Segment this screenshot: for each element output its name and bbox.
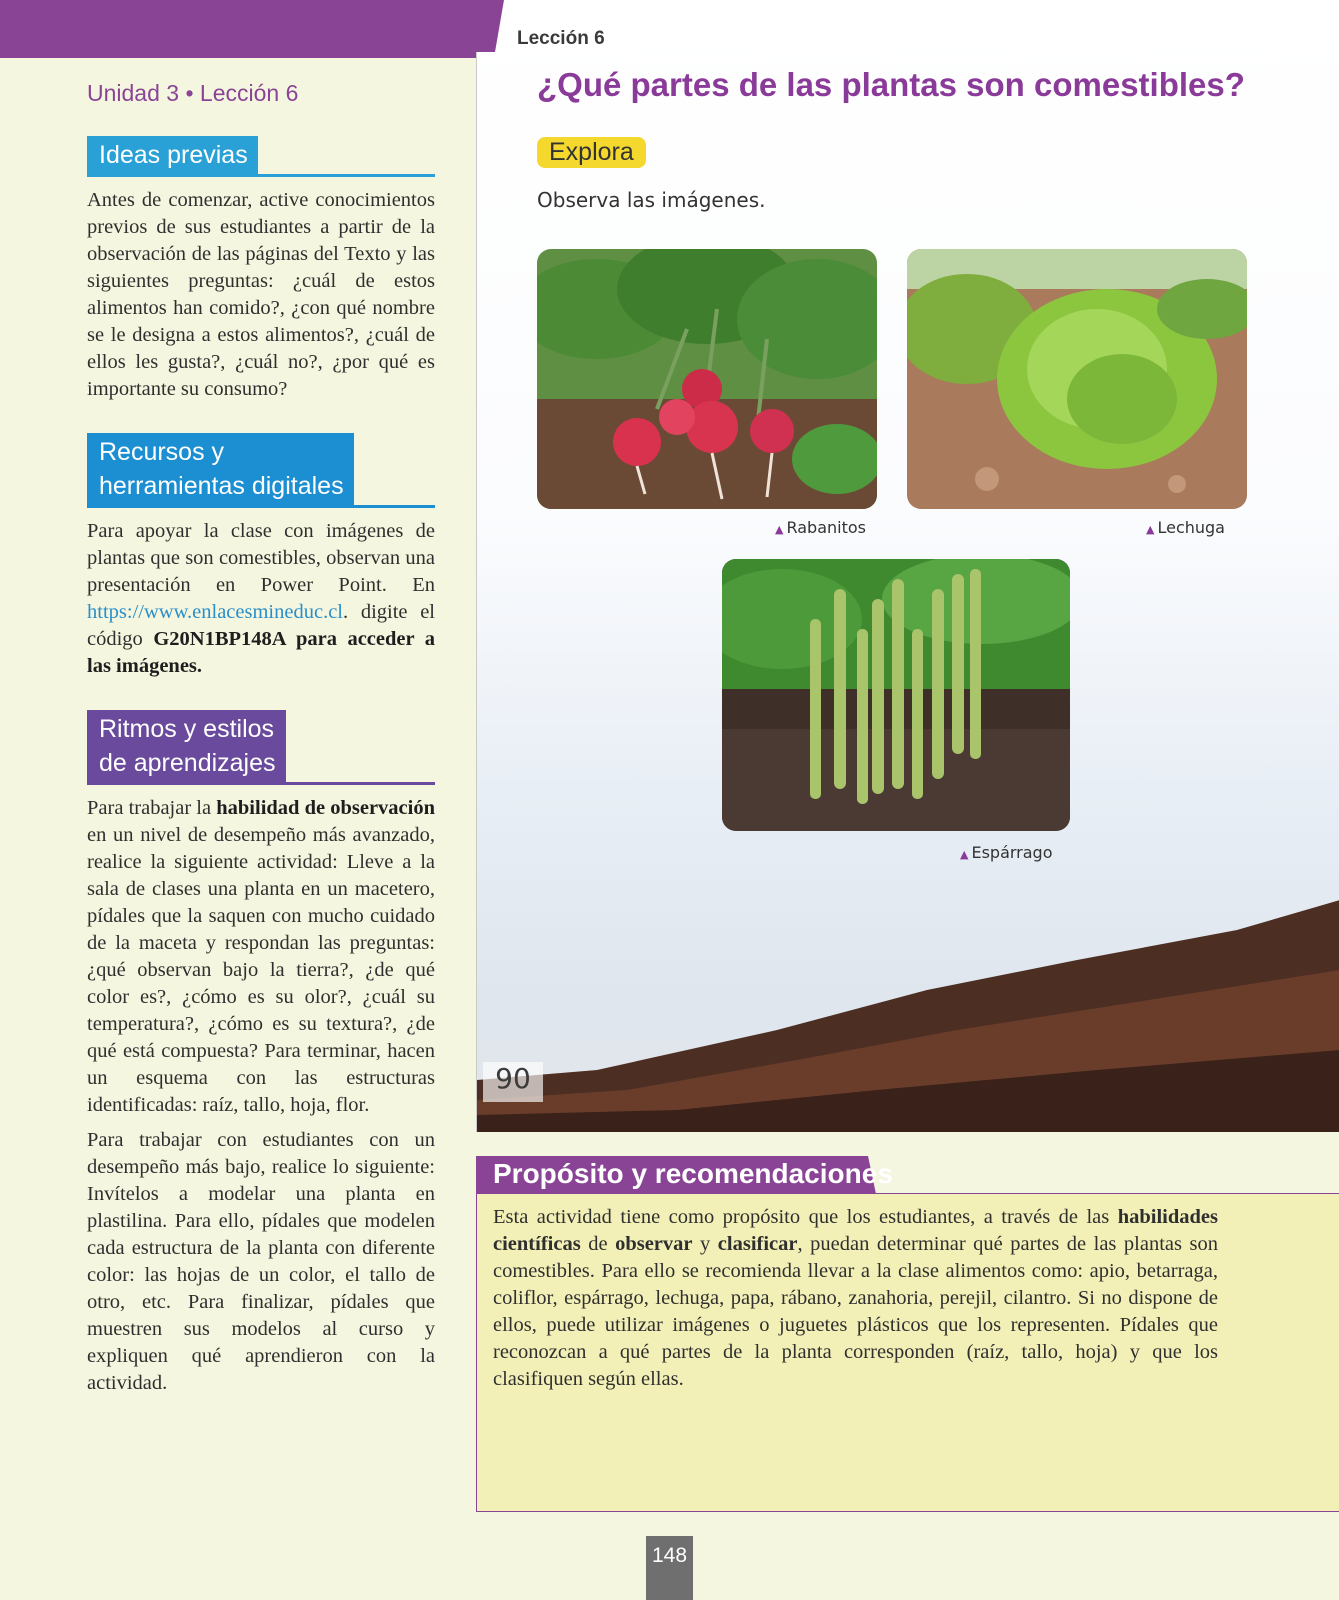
unit-lesson-label: Unidad 3 • Lección 6 [87,80,299,106]
teacher-notes-column [87,80,435,1427]
asparagus-caption [960,843,1053,862]
page-number: 148 [646,1536,693,1600]
caption-triangle-icon: ▲ [960,848,969,861]
instruction-text: Observa las imágenes. [537,188,766,212]
asparagus-photo [722,559,1070,831]
section-title-line: Recursos y [99,438,225,466]
recursos-text [87,518,435,680]
text-run: en un nivel de desempeño más avanzado, realice la siguiente actividad: Lleve a la sala de clases una planta en un macetero, pídales que la saquen con mucho cuidado de la maceta y respondan las preguntas: ¿qué observan bajo la tierra?, ¿de qué color es?, ¿cómo es su olor?, ¿cuál su temperatura?, ¿cómo es su textura?, ¿de qué está compuesta? Para terminar, hacen un esquema con las estructuras identificadas: raíz, tallo, hoja, flor. [87,824,435,1116]
lettuce-caption [1146,518,1225,537]
proposito-title: Propósito y recomendaciones [493,1158,893,1189]
enlaces-link[interactable]: https://www.enlacesmineduc.cl [87,601,343,623]
section-ideas-previas-header [87,136,435,177]
section-title [87,433,354,505]
section-title [87,710,286,782]
lesson-title: ¿Qué partes de las plantas son comestibles? [537,66,1245,103]
text-run: de [580,1233,616,1255]
proposito-section [476,1156,1339,1512]
student-page-number: 90 [483,1062,543,1102]
access-code: G20N1BP148A para acceder a las imágenes. [87,628,435,677]
top-color-bar [0,0,490,58]
ideas-previas-text: Antes de comenzar, active conocimientos previos de sus estudiantes a partir de la observación de las páginas del Texto y las siguientes preguntas: ¿cuál de estos alimentos han comido?, ¿con qué nombre se le designa a estos alimentos?, ¿cuál de ellos les gusta?, ¿cuál no?, ¿por qué es importante su consumo? [87,189,435,400]
student-page-reproduction [476,0,1339,1132]
caption-triangle-icon: ▲ [775,523,784,536]
lettuce-photo [907,249,1247,509]
ritmos-paragraph-1 [87,795,435,1119]
text-run: , puedan determinar qué partes de las plantas son comestibles. Para ello se recomienda llevar a la clase alimentos como: apio, betarraga, coliflor, espárrago, lechuga, papa, rábano, zanahoria, perejil, cilantro. Si no dispone de ellos, puede utilizar imágenes o juguetes plásticos que los representen. Pídales que reconozcan a qué partes de la planta corresponden (raíz, tallo, hoja) y que los clasifiquen según ellas. [493,1233,1218,1390]
text-run: y [692,1233,718,1255]
bold-term: habilidad de observación [216,797,436,819]
soil-illustration [477,900,1339,1132]
section-title-line: Ritmos y estilos [99,715,275,743]
explora-badge: Explora [537,137,646,168]
lesson-number-label: Lección 6 [517,28,605,49]
text-run: Para trabajar la [87,797,217,819]
radishes-caption [775,518,866,537]
bold-term: clasificar [717,1233,798,1255]
ritmos-paragraph-2: Para trabajar con estudiantes con un desempeño más bajo, realice lo siguiente: Invítelos a modelar una planta en plastilina. Para ello, pídales que modelen cada estructura de la planta con diferente color: las hojas de un color, el tallo de otro, etc. Para finalizar, pídales que muestren sus modelos al curso y expliquen qué aprendieron con la actividad. [87,1129,435,1394]
radishes-photo [537,249,877,509]
section-title: Ideas previas [87,136,258,174]
text-run: Para apoyar la clase con imágenes de plantas que son comestibles, observan una presentación en Power Point. En [87,520,435,596]
section-ritmos-header [87,710,435,785]
caption-text: Rabanitos [786,518,866,537]
text-run: Esta actividad tiene como propósito que los estudiantes, a través de las [493,1206,1118,1228]
caption-text: Espárrago [971,843,1053,862]
section-title-line: herramientas digitales [99,472,344,500]
caption-triangle-icon: ▲ [1146,523,1155,536]
proposito-text [493,1204,1218,1393]
bold-term: habilidades científicas [493,1206,1218,1255]
section-recursos-header [87,433,435,508]
text-run: . digite el código [87,601,435,650]
caption-text: Lechuga [1157,518,1225,537]
bold-term: observar [615,1233,693,1255]
section-title-line: de aprendizajes [99,749,276,777]
